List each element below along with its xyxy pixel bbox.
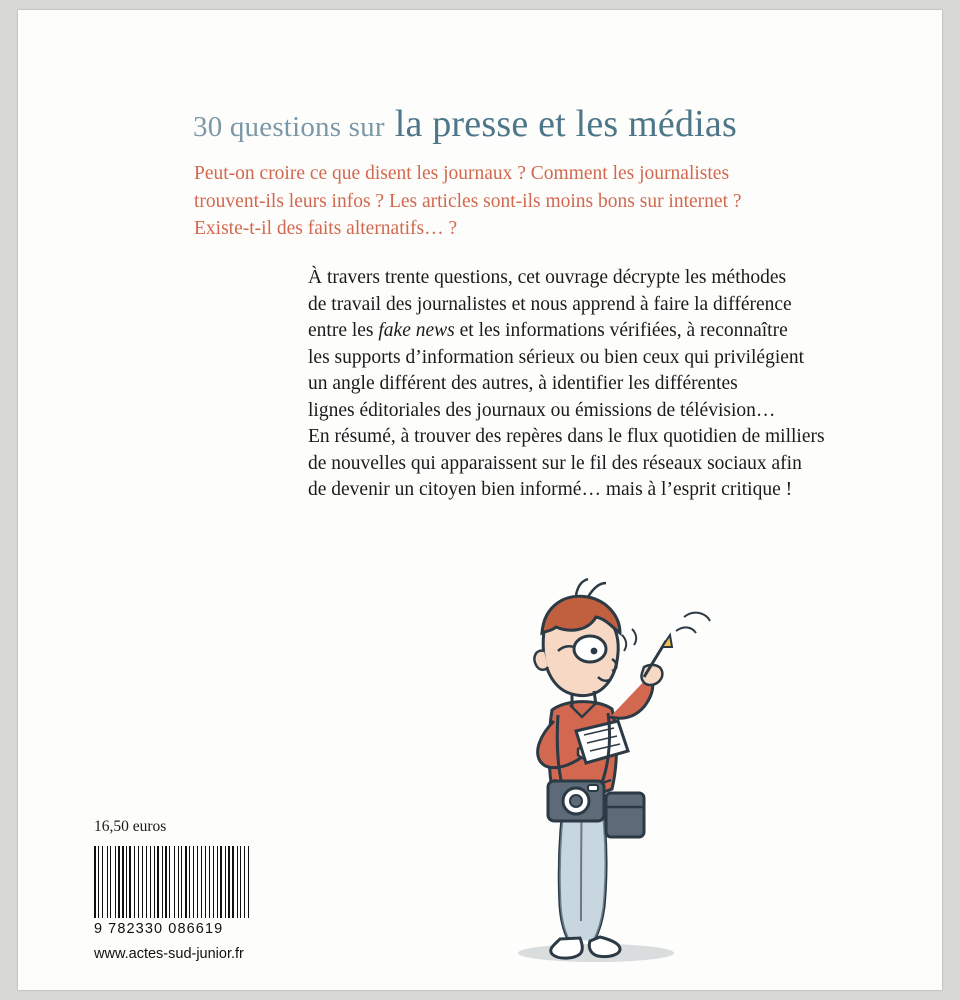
blurb-line: entre les fake news et les informations vérifiées, à reconnaître: [308, 320, 788, 341]
boy-journalist-illustration: [448, 535, 778, 975]
question-line: Peut-on croire ce que disent les journaux ? Comment les journalistes: [194, 163, 730, 184]
blurb-line: de nouvelles qui apparaissent sur le fil des réseaux sociaux afin: [308, 452, 802, 474]
blurb-block: [308, 265, 848, 504]
blurb-line: lignes éditoriales des journaux ou émissions de télévision…: [308, 399, 776, 421]
publisher-website: www.actes-sud-junior.fr: [94, 946, 244, 962]
barcode-number: 782330 086619: [108, 921, 224, 937]
blurb-line: À travers trente questions, cet ouvrage décrypte les méthodes: [308, 267, 787, 288]
question-line: trouvent-ils leurs infos ? Les articles sont-ils moins bons sur internet ?: [194, 190, 742, 212]
blurb-line: les supports d’information sérieux ou bien ceux qui privilégient: [308, 346, 805, 368]
title-main: la presse et les médias: [394, 103, 737, 145]
price-label: 16,50 euros: [94, 818, 167, 835]
page-title: [193, 102, 893, 146]
blurb-italic: fake news: [378, 320, 455, 341]
question-line: Existe-t-il des faits alternatifs… ?: [194, 218, 458, 239]
blurb-line: En résumé, à trouver des repères dans le flux quotidien de milliers: [308, 426, 825, 447]
title-prefix: 30 questions sur: [193, 111, 385, 143]
barcode-lead-digit: 9: [94, 921, 104, 937]
blurb-line: de travail des journalistes et nous apprend à faire la différence: [308, 293, 792, 315]
book-back-cover: [18, 10, 942, 990]
barcode-bars: [94, 846, 252, 918]
barcode: [94, 846, 254, 937]
barcode-digits: [94, 921, 254, 937]
questions-block: [194, 160, 814, 243]
blurb-line: de devenir un citoyen bien informé… mais à l’esprit critique !: [308, 479, 793, 500]
blurb-line: un angle différent des autres, à identifier les différentes: [308, 373, 738, 394]
